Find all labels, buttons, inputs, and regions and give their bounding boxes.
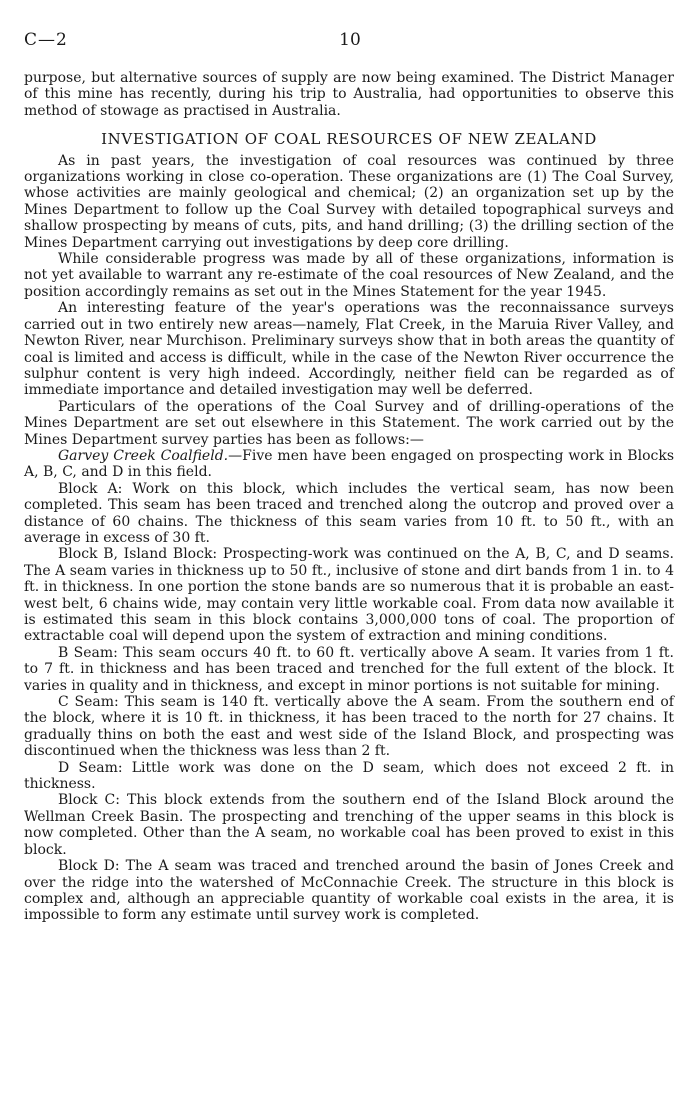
paragraph-d-seam: D Seam: Little work was done on the D seam, which does not exceed 2 ft. in thickness. (24, 759, 674, 793)
paragraph-garvey-creek (24, 448, 674, 481)
paragraph-particulars: Particulars of the operations of the Coal Survey and of drilling-operations of the Mines Department are set out elsewhere in this Statement. The work carried out by the Mines Department survey parties has been as follows:— (24, 398, 674, 448)
paragraph-reconnaissance: An interesting feature of the year's operations was the reconnaissance surveys carried out in two entirely new areas—namely, Flat Creek, in the Maruia River Valley, and Newton River, near Murchison. Preliminary surveys show that in both areas the quantity of coal is limited and access is difficult, while in the case of the Newton River occurrence the sulphur content is very high indeed. Accordingly, neither field can be regarded as of immediate importance and detailed investigation may well be deferred. (24, 300, 674, 399)
paragraph-b-seam: B Seam: This seam occurs 40 ft. to 60 ft. vertically above A seam. It varies from 1 ft. to 7 ft. in thickness and has been traced and trenched for the full extent of the block. It varies in quality and in thickness, and except in minor portions is not suitable for mining. (24, 644, 674, 694)
paragraph-block-b: Block B, Island Block: Prospecting-work was continued on the A, B, C, and D seams. The A seam varies in thickness up to 50 ft., inclusive of stone and dirt bands from 1 in. to 4 ft. in thickness. In one portion the stone bands are so numerous that it is probable an east-west belt, 6 chains wide, may contain very little workable coal. From data now available it is estimated this seam in this block contains 3,000,000 tons of coal. The proportion of extractable coal will depend upon the system of extraction and mining conditions. (24, 546, 674, 645)
page-body (24, 70, 674, 924)
section-heading: INVESTIGATION OF COAL RESOURCES OF NEW ZEALAND (101, 130, 597, 149)
paragraph-c-seam: C Seam: This seam is 140 ft. vertically above the A seam. From the southern end of the block, where it is 10 ft. in thickness, it has been traced to the north for 27 chains. It gradually thins on both the east and west side of the Island Block, and prospecting was discontinued when the thickness was less than 2 ft. (24, 694, 674, 760)
document-reference: C—2 (24, 30, 68, 50)
paragraph-block-a: Block A: Work on this block, which includes the vertical seam, has now been completed. This seam has been traced and trenched along the outcrop and proved over a distance of 60 chains. The thickness of this seam varies from 10 ft. to 50 ft., with an average in excess of 30 ft. (24, 480, 674, 546)
paragraph-block-c: Block C: This block extends from the southern end of the Island Block around the Wellman Creek Basin. The prospecting and trenching of the upper seams in this block is now completed. Other than the A seam, no workable coal has been proved to exist in this block. (24, 792, 674, 858)
paragraph-progress: While considerable progress was made by all of these organizations, information is not yet available to warrant any re-estimate of the coal resources of New Zealand, and the position accordingly remains as set out in the Mines Statement for the year 1945. (24, 251, 674, 300)
paragraph-organizations: As in past years, the investigation of coal resources was continued by three organizations working in close co-operation. These organizations are (1) The Coal Survey, whose activities are mainly geological and chemical; (2) an organization set up by the Mines Department to follow up the Coal Survey with detailed topographical surveys and shallow prospecting by means of cuts, pits, and hand drilling; (3) the drilling section of the Mines Department carrying out investigations by deep core drilling. (24, 152, 674, 251)
paragraph-block-d: Block D: The A seam was traced and trenched around the basin of Jones Creek and over the ridge into the watershed of McConnachie Creek. The structure in this block is complex and, although an appreciable quantity of workable coal exists in the area, it is impossible to form any estimate until survey work is completed. (24, 858, 674, 924)
garvey-creek-lead: Garvey Creek Coalfield. (58, 447, 229, 464)
page-header (24, 30, 676, 54)
intro-paragraph: purpose, but alternative sources of supply are now being examined. The District Manager of this mine has recently, during his trip to Australia, had opportunities to observe this method of stowage as practised in Australia. (24, 70, 674, 119)
garvey-creek-text: —Five men have been engaged on prospecting work in Blocks A, B, C, and D in this field. (24, 447, 675, 481)
page-number: 10 (339, 30, 361, 50)
